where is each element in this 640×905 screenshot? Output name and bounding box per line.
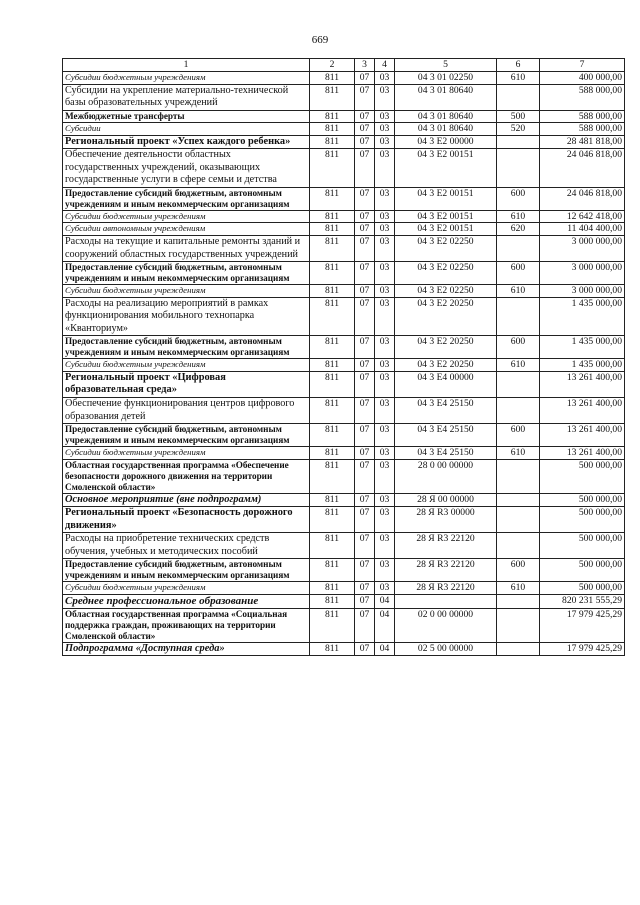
subsection-code: 03 <box>375 493 395 507</box>
table-row <box>63 223 625 236</box>
item-name: Субсидии бюджетным учреждениям <box>63 447 310 460</box>
admin-code: 811 <box>310 262 355 285</box>
subsection-code: 03 <box>375 262 395 285</box>
expense-type-code: 610 <box>497 447 540 460</box>
target-article-code: 04 3 E2 02250 <box>395 262 497 285</box>
column-header: 7 <box>540 59 625 72</box>
admin-code: 811 <box>310 447 355 460</box>
subsection-code: 03 <box>375 447 395 460</box>
expense-type-code <box>497 371 540 397</box>
expense-type-code: 610 <box>497 285 540 298</box>
amount: 1 435 000,00 <box>540 359 625 372</box>
section-code: 07 <box>355 123 375 136</box>
table-row <box>63 262 625 285</box>
expense-type-code <box>497 608 540 642</box>
table-row <box>63 72 625 85</box>
target-article-code: 04 3 E4 25150 <box>395 424 497 447</box>
table-row <box>63 210 625 223</box>
amount: 400 000,00 <box>540 72 625 85</box>
table-row <box>63 235 625 261</box>
subsection-code: 04 <box>375 642 395 656</box>
expense-type-code <box>497 459 540 493</box>
table-row <box>63 424 625 447</box>
table-header-row <box>63 59 625 72</box>
target-article-code: 04 3 E2 20250 <box>395 336 497 359</box>
section-code: 07 <box>355 210 375 223</box>
target-article-code: 04 3 E2 00151 <box>395 223 497 236</box>
expense-type-code <box>497 149 540 188</box>
subsection-code: 03 <box>375 149 395 188</box>
target-article-code: 28 Я 00 00000 <box>395 493 497 507</box>
item-name: Расходы на реализацию мероприятий в рамках функционирования мобильного технопарка «Кванториум» <box>63 297 310 336</box>
admin-code: 811 <box>310 110 355 123</box>
amount: 500 000,00 <box>540 533 625 559</box>
item-name: Субсидии <box>63 123 310 136</box>
section-code: 07 <box>355 424 375 447</box>
amount: 13 261 400,00 <box>540 424 625 447</box>
table-row <box>63 371 625 397</box>
admin-code: 811 <box>310 371 355 397</box>
admin-code: 811 <box>310 608 355 642</box>
item-name: Предоставление субсидий бюджетным, автономным учреждениям и иным некоммерческим организациям <box>63 559 310 582</box>
section-code: 07 <box>355 149 375 188</box>
expense-type-code: 600 <box>497 187 540 210</box>
subsection-code: 03 <box>375 397 395 423</box>
budget-table <box>62 58 625 656</box>
subsection-code: 03 <box>375 110 395 123</box>
column-header: 3 <box>355 59 375 72</box>
amount: 1 435 000,00 <box>540 336 625 359</box>
subsection-code: 03 <box>375 123 395 136</box>
admin-code: 811 <box>310 297 355 336</box>
admin-code: 811 <box>310 135 355 149</box>
section-code: 07 <box>355 559 375 582</box>
amount: 3 000 000,00 <box>540 235 625 261</box>
target-article-code: 04 3 E4 00000 <box>395 371 497 397</box>
amount: 500 000,00 <box>540 507 625 533</box>
amount: 588 000,00 <box>540 123 625 136</box>
target-article-code: 28 0 00 00000 <box>395 459 497 493</box>
column-header: 4 <box>375 59 395 72</box>
item-name: Подпрограмма «Доступная среда» <box>63 642 310 656</box>
table-row <box>63 559 625 582</box>
subsection-code: 03 <box>375 582 395 595</box>
item-name: Субсидии на укрепление материально-технической базы образовательных учреждений <box>63 84 310 110</box>
amount: 24 046 818,00 <box>540 187 625 210</box>
section-code: 07 <box>355 235 375 261</box>
section-code: 07 <box>355 262 375 285</box>
section-code: 07 <box>355 135 375 149</box>
section-code: 07 <box>355 84 375 110</box>
expense-type-code: 610 <box>497 359 540 372</box>
expense-type-code: 620 <box>497 223 540 236</box>
section-code: 07 <box>355 582 375 595</box>
admin-code: 811 <box>310 72 355 85</box>
item-name: Областная государственная программа «Обеспечение безопасности дорожного движения на территории Смоленской области» <box>63 459 310 493</box>
item-name: Предоставление субсидий бюджетным, автономным учреждениям и иным некоммерческим организациям <box>63 336 310 359</box>
admin-code: 811 <box>310 594 355 608</box>
section-code: 07 <box>355 459 375 493</box>
section-code: 07 <box>355 336 375 359</box>
target-article-code: 04 3 01 80640 <box>395 110 497 123</box>
section-code: 07 <box>355 297 375 336</box>
expense-type-code: 610 <box>497 72 540 85</box>
subsection-code: 03 <box>375 72 395 85</box>
table-body <box>63 72 625 656</box>
amount: 17 979 425,29 <box>540 642 625 656</box>
target-article-code: 28 Я R3 00000 <box>395 507 497 533</box>
section-code: 07 <box>355 447 375 460</box>
section-code: 07 <box>355 72 375 85</box>
item-name: Предоставление субсидий бюджетным, автономным учреждениям и иным некоммерческим организациям <box>63 424 310 447</box>
expense-type-code: 500 <box>497 110 540 123</box>
item-name: Обеспечение деятельности областных государственных учреждений, оказывающих государственные услуги в сфере семьи и детства <box>63 149 310 188</box>
expense-type-code <box>497 642 540 656</box>
subsection-code: 03 <box>375 507 395 533</box>
section-code: 07 <box>355 371 375 397</box>
table-row <box>63 285 625 298</box>
subsection-code: 03 <box>375 235 395 261</box>
table-row <box>63 135 625 149</box>
section-code: 07 <box>355 223 375 236</box>
table-row <box>63 507 625 533</box>
amount: 11 404 400,00 <box>540 223 625 236</box>
item-name: Межбюджетные трансферты <box>63 110 310 123</box>
target-article-code: 04 3 E4 25150 <box>395 397 497 423</box>
page-number: 669 <box>311 34 329 46</box>
amount: 500 000,00 <box>540 493 625 507</box>
subsection-code: 04 <box>375 608 395 642</box>
item-name: Основное мероприятие (вне подпрограмм) <box>63 493 310 507</box>
section-code: 07 <box>355 608 375 642</box>
subsection-code: 03 <box>375 135 395 149</box>
amount: 500 000,00 <box>540 559 625 582</box>
subsection-code: 03 <box>375 223 395 236</box>
expense-type-code: 600 <box>497 336 540 359</box>
admin-code: 811 <box>310 187 355 210</box>
expense-type-code: 520 <box>497 123 540 136</box>
amount: 588 000,00 <box>540 110 625 123</box>
amount: 3 000 000,00 <box>540 285 625 298</box>
expense-type-code <box>497 493 540 507</box>
admin-code: 811 <box>310 493 355 507</box>
column-header: 5 <box>395 59 497 72</box>
table-row <box>63 149 625 188</box>
amount: 12 642 418,00 <box>540 210 625 223</box>
target-article-code: 04 3 E4 25150 <box>395 447 497 460</box>
expense-type-code <box>497 397 540 423</box>
item-name: Региональный проект «Цифровая образовательная среда» <box>63 371 310 397</box>
admin-code: 811 <box>310 359 355 372</box>
target-article-code: 28 Я R3 22120 <box>395 533 497 559</box>
table-row <box>63 359 625 372</box>
amount: 24 046 818,00 <box>540 149 625 188</box>
item-name: Субсидии бюджетным учреждениям <box>63 210 310 223</box>
subsection-code: 03 <box>375 210 395 223</box>
amount: 588 000,00 <box>540 84 625 110</box>
table-row <box>63 642 625 656</box>
subsection-code: 03 <box>375 285 395 298</box>
section-code: 07 <box>355 187 375 210</box>
expense-type-code <box>497 507 540 533</box>
subsection-code: 03 <box>375 187 395 210</box>
admin-code: 811 <box>310 533 355 559</box>
admin-code: 811 <box>310 459 355 493</box>
subsection-code: 03 <box>375 424 395 447</box>
table-row <box>63 493 625 507</box>
admin-code: 811 <box>310 285 355 298</box>
item-name: Региональный проект «Успех каждого ребенка» <box>63 135 310 149</box>
table-row <box>63 110 625 123</box>
column-header: 1 <box>63 59 310 72</box>
section-code: 07 <box>355 507 375 533</box>
expense-type-code <box>497 135 540 149</box>
section-code: 07 <box>355 397 375 423</box>
table-row <box>63 582 625 595</box>
column-header: 2 <box>310 59 355 72</box>
section-code: 07 <box>355 642 375 656</box>
table-row <box>63 459 625 493</box>
amount: 1 435 000,00 <box>540 297 625 336</box>
amount: 13 261 400,00 <box>540 371 625 397</box>
subsection-code: 03 <box>375 459 395 493</box>
expense-type-code <box>497 297 540 336</box>
amount: 17 979 425,29 <box>540 608 625 642</box>
expense-type-code: 610 <box>497 210 540 223</box>
expense-type-code <box>497 235 540 261</box>
amount: 28 481 818,00 <box>540 135 625 149</box>
admin-code: 811 <box>310 210 355 223</box>
table-row <box>63 336 625 359</box>
amount: 13 261 400,00 <box>540 397 625 423</box>
admin-code: 811 <box>310 149 355 188</box>
item-name: Расходы на текущие и капитальные ремонты зданий и сооружений областных государственных учреждений <box>63 235 310 261</box>
subsection-code: 04 <box>375 594 395 608</box>
admin-code: 811 <box>310 235 355 261</box>
item-name: Субсидии бюджетным учреждениям <box>63 285 310 298</box>
target-article-code: 02 5 00 00000 <box>395 642 497 656</box>
table-row <box>63 84 625 110</box>
section-code: 07 <box>355 533 375 559</box>
amount: 500 000,00 <box>540 459 625 493</box>
item-name: Областная государственная программа «Социальная поддержка граждан, проживающих на территории Смоленской области» <box>63 608 310 642</box>
subsection-code: 03 <box>375 336 395 359</box>
item-name: Субсидии бюджетным учреждениям <box>63 359 310 372</box>
expense-type-code: 610 <box>497 582 540 595</box>
item-name: Расходы на приобретение технических средств обучения, учебных и методических пособий <box>63 533 310 559</box>
target-article-code: 04 3 E2 00000 <box>395 135 497 149</box>
column-header: 6 <box>497 59 540 72</box>
admin-code: 811 <box>310 336 355 359</box>
admin-code: 811 <box>310 397 355 423</box>
item-name: Предоставление субсидий бюджетным, автономным учреждениям и иным некоммерческим организациям <box>63 262 310 285</box>
table-row <box>63 594 625 608</box>
item-name: Обеспечение функционирования центров цифрового образования детей <box>63 397 310 423</box>
target-article-code <box>395 594 497 608</box>
table-row <box>63 123 625 136</box>
amount: 820 231 555,29 <box>540 594 625 608</box>
target-article-code: 04 3 E2 20250 <box>395 359 497 372</box>
item-name: Субсидии бюджетным учреждениям <box>63 582 310 595</box>
target-article-code: 28 Я R3 22120 <box>395 582 497 595</box>
subsection-code: 03 <box>375 559 395 582</box>
admin-code: 811 <box>310 84 355 110</box>
admin-code: 811 <box>310 123 355 136</box>
target-article-code: 02 0 00 00000 <box>395 608 497 642</box>
subsection-code: 03 <box>375 84 395 110</box>
section-code: 07 <box>355 285 375 298</box>
section-code: 07 <box>355 493 375 507</box>
amount: 500 000,00 <box>540 582 625 595</box>
item-name: Субсидии бюджетным учреждениям <box>63 72 310 85</box>
subsection-code: 03 <box>375 371 395 397</box>
table-row <box>63 297 625 336</box>
target-article-code: 04 3 E2 00151 <box>395 149 497 188</box>
target-article-code: 04 3 E2 20250 <box>395 297 497 336</box>
admin-code: 811 <box>310 223 355 236</box>
item-name: Предоставление субсидий бюджетным, автономным учреждениям и иным некоммерческим организациям <box>63 187 310 210</box>
amount: 3 000 000,00 <box>540 262 625 285</box>
table-row <box>63 397 625 423</box>
amount: 13 261 400,00 <box>540 447 625 460</box>
admin-code: 811 <box>310 424 355 447</box>
admin-code: 811 <box>310 559 355 582</box>
expense-type-code <box>497 533 540 559</box>
subsection-code: 03 <box>375 359 395 372</box>
target-article-code: 04 3 E2 02250 <box>395 235 497 261</box>
target-article-code: 04 3 E2 00151 <box>395 187 497 210</box>
expense-type-code <box>497 594 540 608</box>
section-code: 07 <box>355 110 375 123</box>
target-article-code: 04 3 E2 02250 <box>395 285 497 298</box>
target-article-code: 04 3 01 80640 <box>395 84 497 110</box>
expense-type-code: 600 <box>497 424 540 447</box>
item-name: Субсидии автономным учреждениям <box>63 223 310 236</box>
table-row <box>63 608 625 642</box>
table-row <box>63 187 625 210</box>
target-article-code: 28 Я R3 22120 <box>395 559 497 582</box>
table-row <box>63 447 625 460</box>
target-article-code: 04 3 E2 00151 <box>395 210 497 223</box>
item-name: Региональный проект «Безопасность дорожного движения» <box>63 507 310 533</box>
item-name: Среднее профессиональное образование <box>63 594 310 608</box>
admin-code: 811 <box>310 642 355 656</box>
table-row <box>63 533 625 559</box>
subsection-code: 03 <box>375 297 395 336</box>
expense-type-code <box>497 84 540 110</box>
expense-type-code: 600 <box>497 559 540 582</box>
section-code: 07 <box>355 359 375 372</box>
section-code: 07 <box>355 594 375 608</box>
target-article-code: 04 3 01 02250 <box>395 72 497 85</box>
admin-code: 811 <box>310 582 355 595</box>
subsection-code: 03 <box>375 533 395 559</box>
expense-type-code: 600 <box>497 262 540 285</box>
target-article-code: 04 3 01 80640 <box>395 123 497 136</box>
admin-code: 811 <box>310 507 355 533</box>
